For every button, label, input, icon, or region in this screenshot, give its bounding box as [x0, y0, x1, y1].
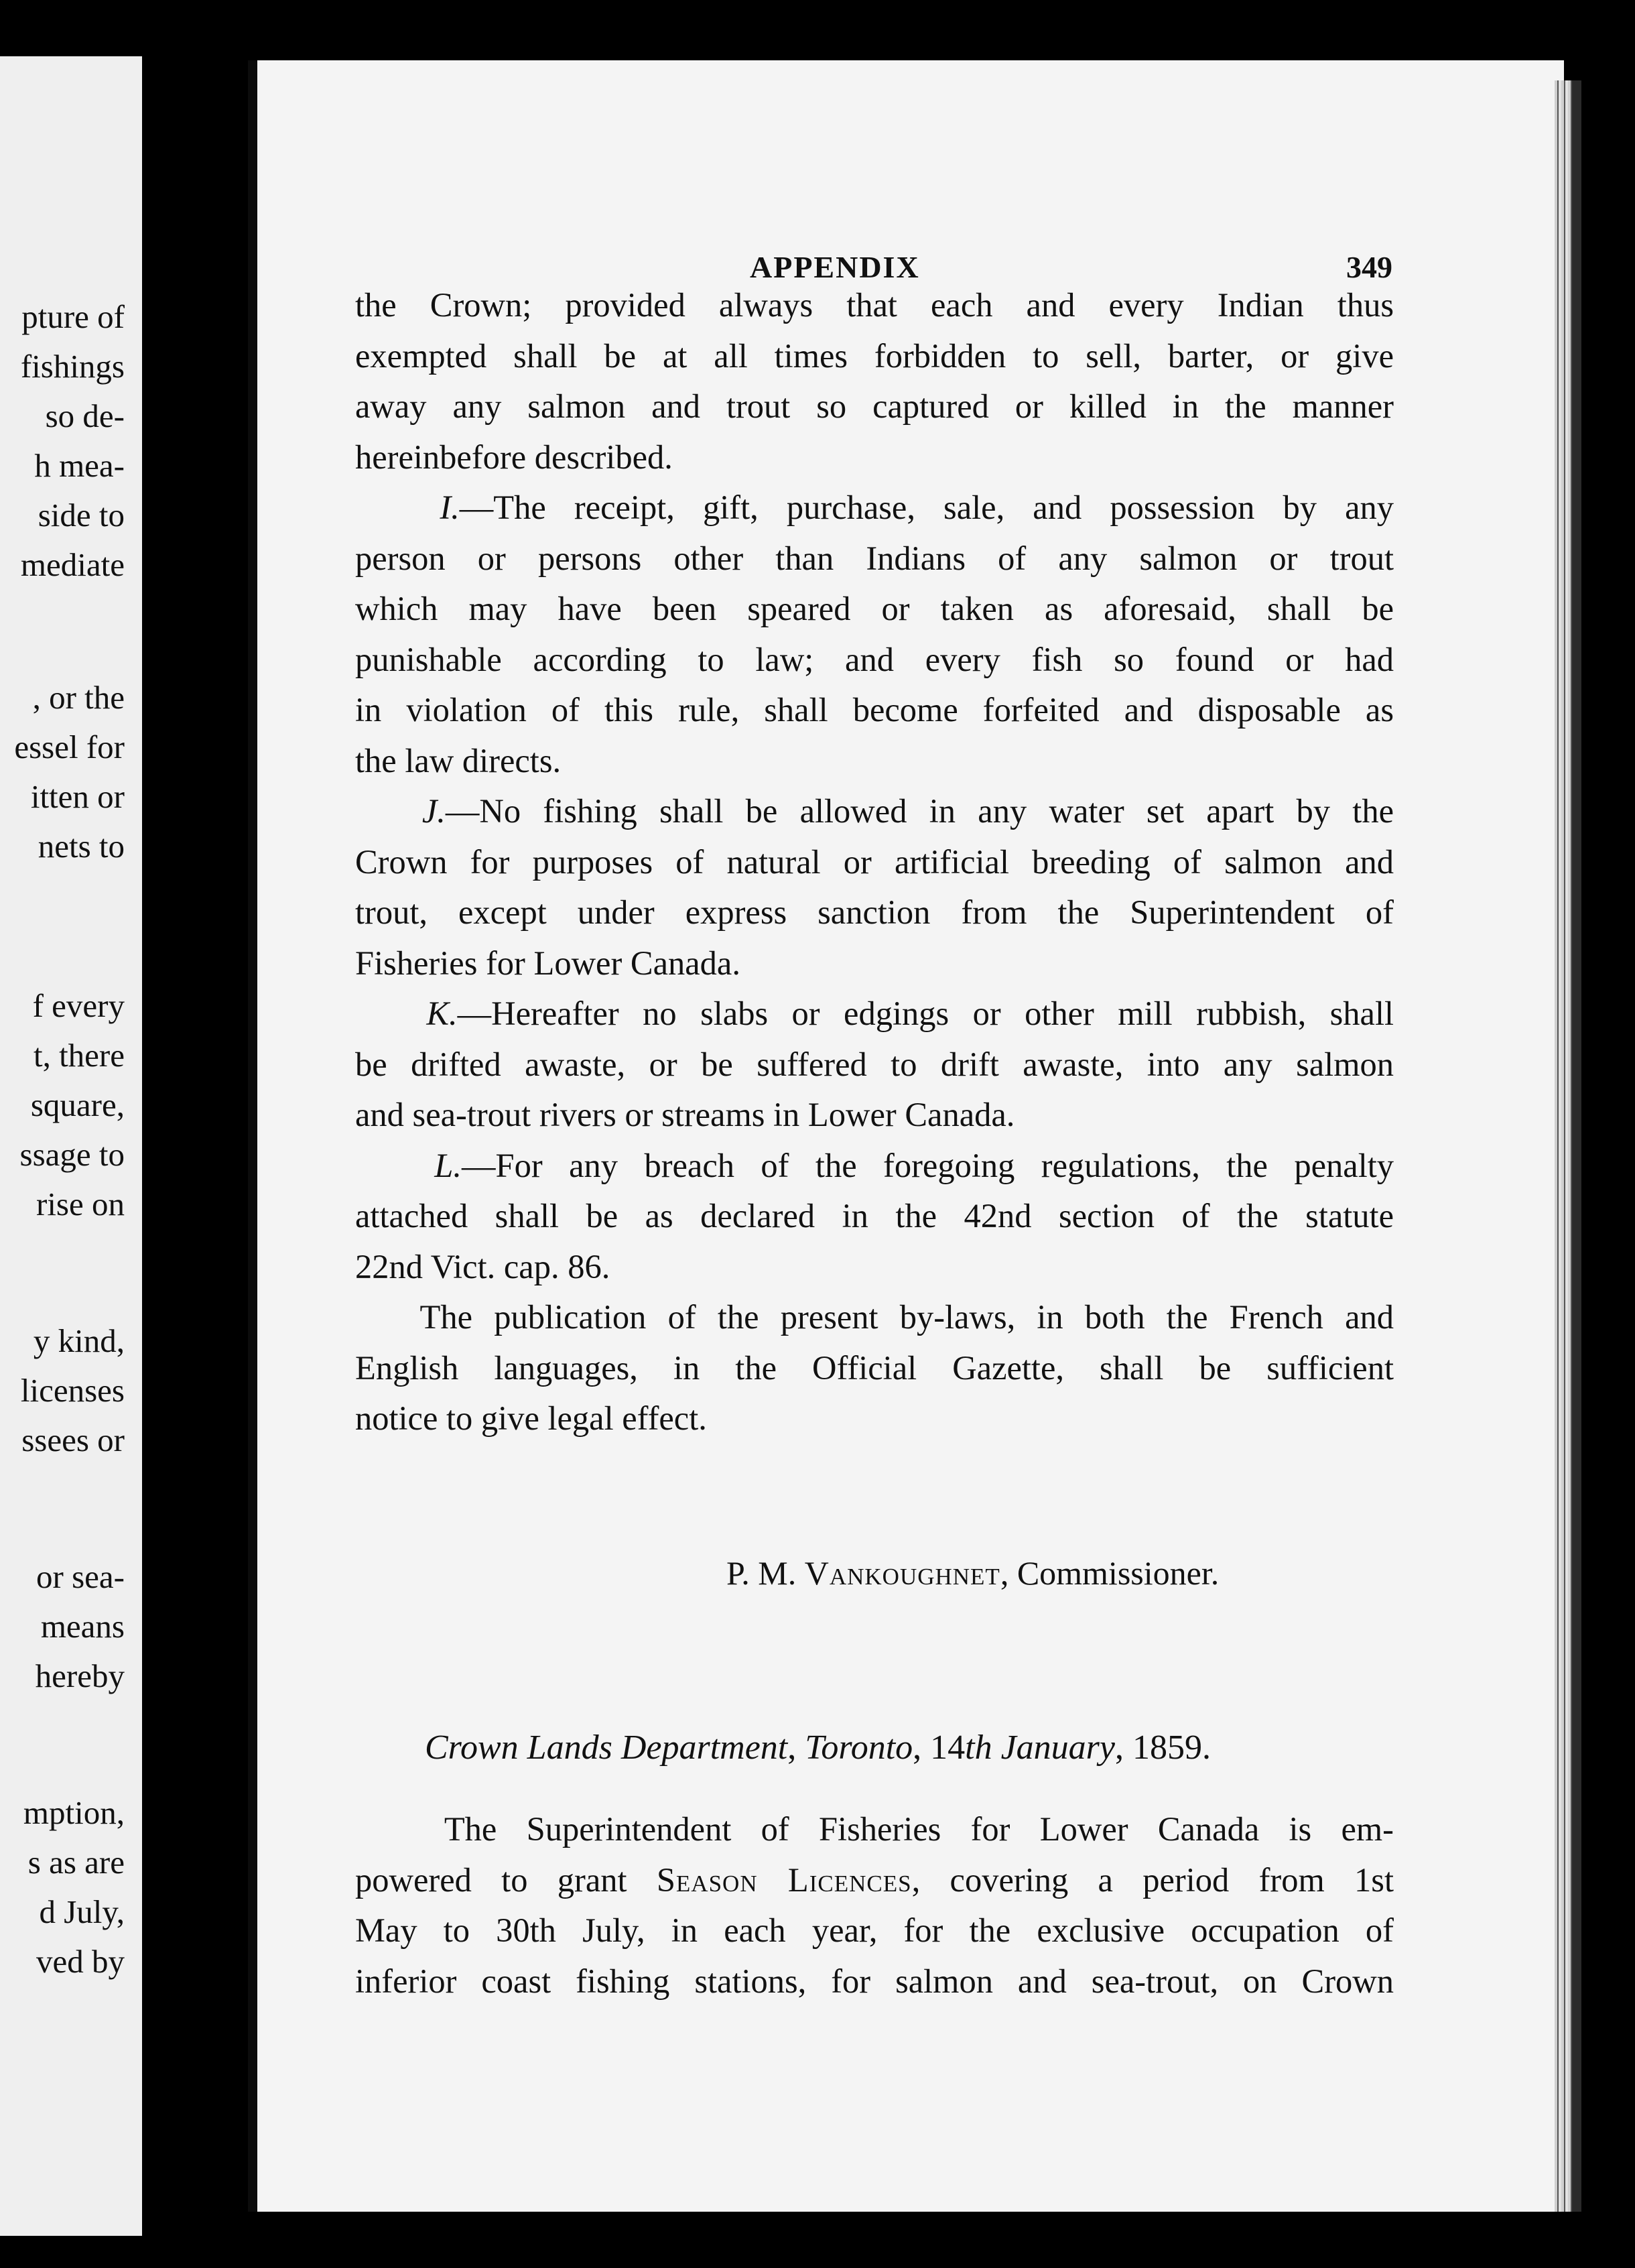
text-line [355, 1804, 1394, 1855]
left-fragment-line: y kind, [33, 1322, 125, 1359]
left-fragment-line: s as are [27, 1844, 125, 1881]
left-fragment-line: , or the [32, 679, 125, 716]
paragraph-k [355, 989, 1394, 1141]
dateline-year: 1859. [1132, 1728, 1211, 1767]
left-fragment-line: ssees or [21, 1422, 125, 1458]
left-fragment-line: fishings [20, 348, 125, 385]
paragraph-continuation [355, 280, 1394, 483]
dateline-city: Toronto [805, 1728, 913, 1767]
page-header [257, 188, 1564, 284]
binding-shadow [1572, 80, 1581, 2212]
text-line: May to 30th July, in each year, for the exclusive occupation of [355, 1911, 1394, 1949]
left-fragment-line: itten or [30, 778, 125, 815]
text-run: powered to grant [355, 1861, 657, 1899]
left-fragment-line: nets to [38, 828, 125, 865]
left-fragment-line: f every [32, 987, 125, 1024]
left-fragment-line: mediate [20, 546, 125, 583]
season-licences-term: Season Licences [656, 1861, 912, 1899]
text-line: trout, except under express sanction from the Superintendent of [355, 893, 1394, 931]
dateline [425, 1728, 1211, 1767]
left-fragment-line: ved by [36, 1943, 125, 1980]
paragraph-season-licences [355, 1804, 1394, 2007]
body-text [355, 280, 1394, 1444]
text-line: in violation of this rule, shall become forfeited and disposable as [355, 691, 1394, 729]
text-run: , covering a period from 1st [911, 1861, 1394, 1899]
dateline-separator: , [787, 1728, 805, 1767]
text-line: notice to give legal effect. [355, 1399, 707, 1437]
text-line [355, 1855, 1394, 1906]
paragraph-l [355, 1141, 1394, 1293]
section-letter: J. [421, 792, 446, 830]
text-line: Crown for purposes of natural or artificial breeding of salmon and [355, 842, 1394, 881]
left-fragment-line: mption, [23, 1794, 125, 1831]
main-page [248, 60, 1564, 2212]
text-line: which may have been speared or taken as aforesaid, shall be [355, 590, 1394, 627]
dateline-department: Crown Lands Department [425, 1728, 788, 1767]
text-line: the law directs. [355, 741, 562, 779]
page-number: 349 [1346, 250, 1392, 284]
text-line [355, 483, 1394, 533]
dateline-month: th January [965, 1728, 1115, 1767]
text-line: the Crown; provided always that each and every Indian thus [355, 286, 1394, 324]
left-fragment-line: hereby [35, 1657, 125, 1694]
signature-title: , Commissioner. [1000, 1554, 1220, 1592]
left-fragment-line: rise on [36, 1186, 125, 1222]
left-fragment-line: side to [38, 497, 125, 533]
text-run: The Superintendent of Fisheries for Lower Canada is em- [444, 1810, 1394, 1848]
left-fragment-line: so de- [45, 397, 125, 434]
text-line: English languages, in the Official Gazette, shall be sufficient [355, 1348, 1394, 1387]
text-line: punishable according to law; and every fish so found or had [355, 640, 1394, 678]
text-line: away any salmon and trout so captured or killed in the manner [355, 387, 1394, 425]
text-run: —No fishing shall be allowed in any water set apart by the [445, 792, 1394, 830]
text-line [355, 1141, 1394, 1192]
text-line [355, 786, 1394, 837]
left-fragment-line: essel for [14, 729, 125, 765]
text-line: exempted shall be at all times forbidden to sell, barter, or give [355, 336, 1394, 375]
section-letter: K. [426, 995, 458, 1032]
signature-line [726, 1554, 1219, 1592]
running-head: APPENDIX [750, 250, 920, 284]
dateline-separator: , [1114, 1728, 1132, 1767]
text-line: hereinbefore described. [355, 438, 673, 476]
left-fragment-line: t, there [33, 1037, 125, 1074]
section-letter: I. [440, 489, 460, 526]
signature-initials: P. M. [726, 1554, 797, 1592]
text-run: The publication of the present by-laws, in both the French and [419, 1298, 1394, 1336]
left-fragment-line: d July, [39, 1893, 125, 1930]
text-line: attached shall be as declared in the 42nd section of the statute [355, 1197, 1394, 1235]
text-line: 22nd Vict. cap. 86. [355, 1247, 610, 1285]
text-line: inferior coast fishing stations, for salmon and sea-trout, on Crown [355, 1962, 1394, 2000]
paragraph-i [355, 483, 1394, 786]
left-fragment-line: or sea- [36, 1558, 125, 1595]
text-run: —The receipt, gift, purchase, sale, and possession by any [459, 489, 1394, 526]
text-line: person or persons other than Indians of any salmon or trout [355, 539, 1394, 577]
final-paragraph [355, 1804, 1394, 2007]
left-fragment-line: ssage to [19, 1136, 125, 1173]
text-line [355, 1292, 1394, 1343]
paragraph-j [355, 786, 1394, 989]
left-fragment-line: means [40, 1608, 125, 1645]
section-letter: L. [434, 1146, 462, 1184]
facing-page-fragment [0, 56, 142, 2236]
text-run: —For any breach of the foregoing regulations, the penalty [462, 1146, 1394, 1184]
left-fragment-line: square, [30, 1086, 125, 1123]
dateline-day-number: 14 [930, 1728, 966, 1767]
page-edge-stack [1555, 80, 1572, 2212]
left-fragment-line: licenses [20, 1372, 125, 1409]
paragraph-publication [355, 1292, 1394, 1444]
text-line [355, 989, 1394, 1040]
text-line: and sea-trout rivers or streams in Lower Canada. [355, 1096, 1015, 1133]
text-run: —Hereafter no slabs or edgings or other mill rubbish, shall [457, 995, 1394, 1032]
left-fragment-line: h mea- [34, 447, 125, 484]
text-line: Fisheries for Lower Canada. [355, 944, 740, 982]
left-fragment-line: pture of [21, 298, 125, 335]
text-line: be drifted awaste, or be suffered to drift awaste, into any salmon [355, 1045, 1394, 1083]
dateline-separator: , [913, 1728, 931, 1767]
signature-surname: Vankoughnet [804, 1554, 1000, 1592]
